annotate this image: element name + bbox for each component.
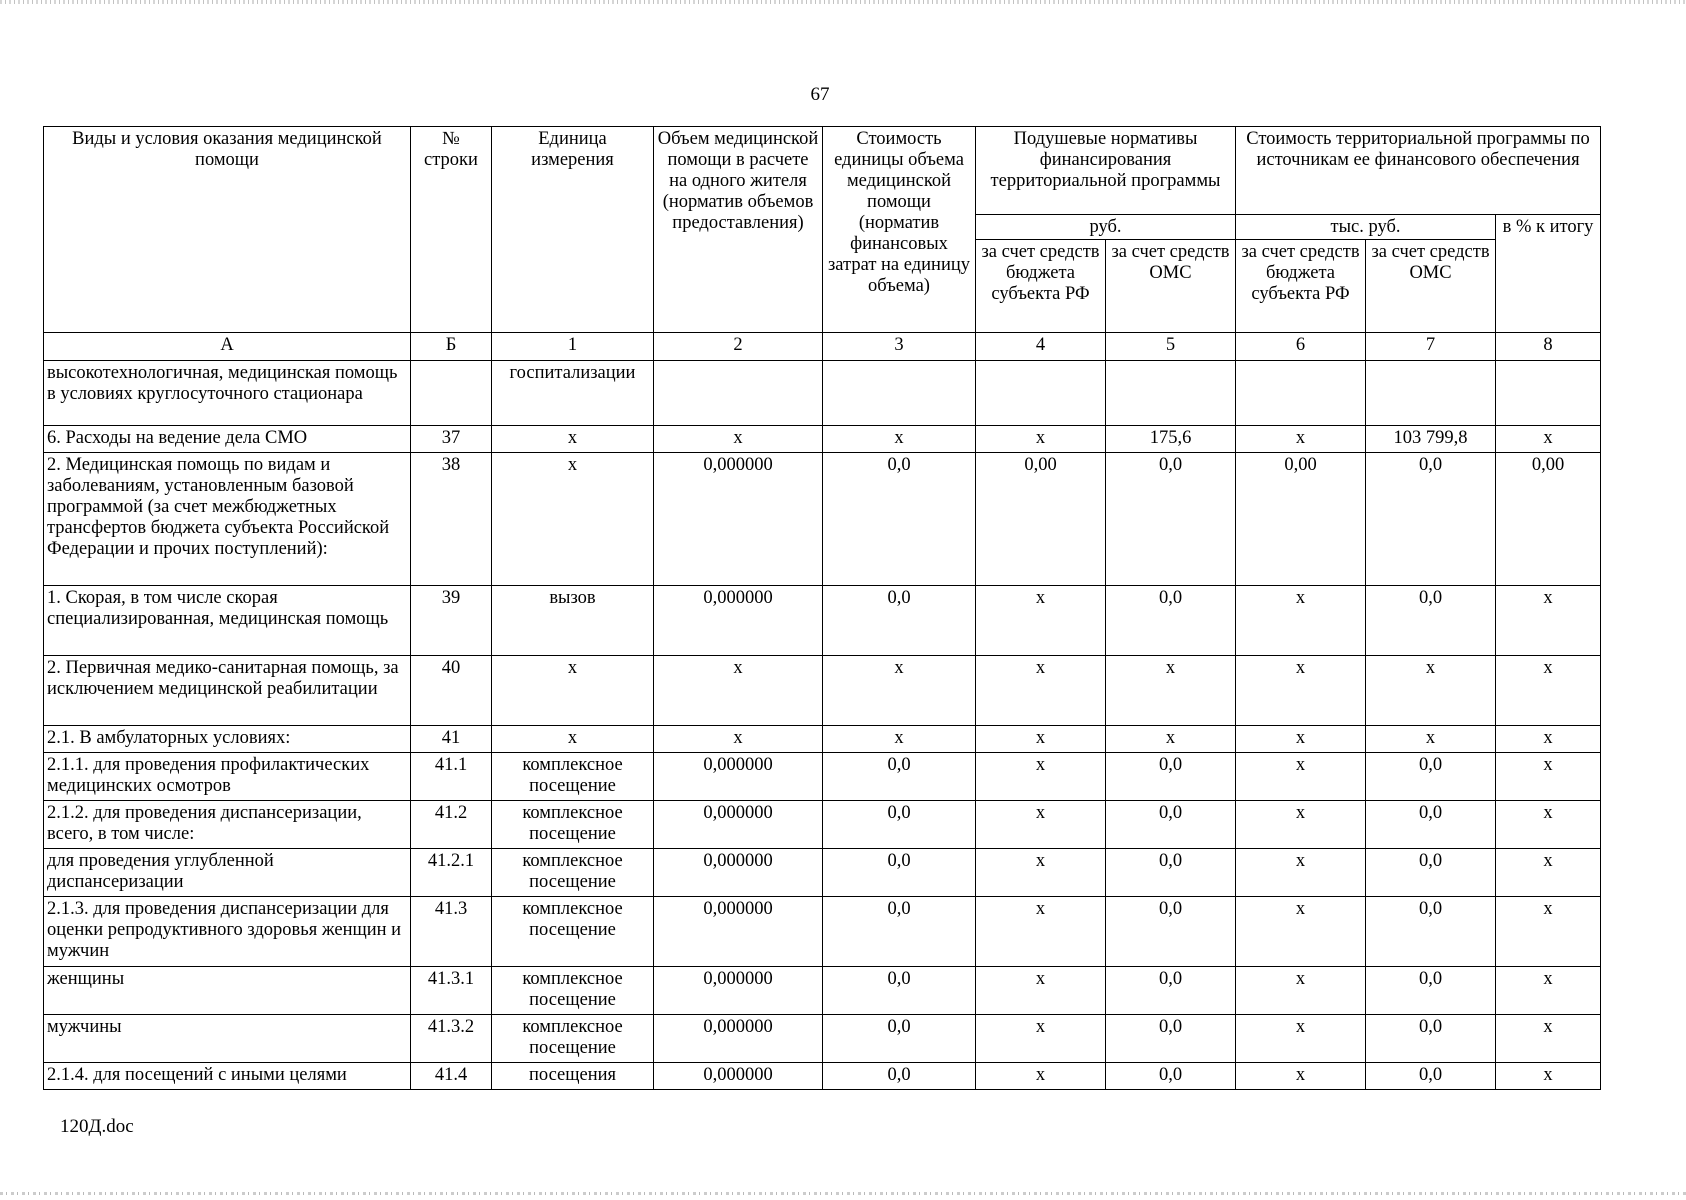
row-unit: х	[492, 726, 654, 753]
financing-table	[43, 126, 1601, 1090]
row-volume: 0,000000	[654, 967, 823, 1015]
row-pc-budget	[976, 361, 1106, 426]
table-row	[44, 1015, 1601, 1063]
row-pc-oms: 0,0	[1106, 586, 1236, 656]
column-index: 8	[1496, 333, 1601, 361]
row-tp-oms: 0,0	[1366, 453, 1496, 586]
row-pc-oms: 0,0	[1106, 801, 1236, 849]
table-row	[44, 967, 1601, 1015]
header-pc-oms: за счет средств ОМС	[1106, 240, 1236, 333]
column-index: 7	[1366, 333, 1496, 361]
table-row	[44, 361, 1601, 426]
row-pc-budget: х	[976, 1015, 1106, 1063]
header-pc-budget: за счет средств бюджета субъекта РФ	[976, 240, 1106, 333]
row-pc-oms: 0,0	[1106, 1015, 1236, 1063]
header-tp-oms: за счет средств ОМС	[1366, 240, 1496, 333]
row-name: 2. Первичная медико-санитарная помощь, за исключением медицинской реабилитации	[44, 656, 411, 726]
row-tp-oms: 0,0	[1366, 1063, 1496, 1090]
row-tp-budget: х	[1236, 753, 1366, 801]
row-unit-cost: х	[823, 726, 976, 753]
row-pct: х	[1496, 967, 1601, 1015]
column-index: 6	[1236, 333, 1366, 361]
row-pct: 0,00	[1496, 453, 1601, 586]
row-name: для проведения углубленной диспансеризации	[44, 849, 411, 897]
row-number	[411, 361, 492, 426]
row-pc-oms	[1106, 361, 1236, 426]
row-number: 37	[411, 426, 492, 453]
row-volume: х	[654, 726, 823, 753]
column-index: 1	[492, 333, 654, 361]
table-row	[44, 753, 1601, 801]
row-number: 41.1	[411, 753, 492, 801]
row-unit-cost: 0,0	[823, 801, 976, 849]
column-index-row	[44, 333, 1601, 361]
row-pct: х	[1496, 656, 1601, 726]
row-tp-budget: х	[1236, 1015, 1366, 1063]
header-volume: Объем медицинской помощи в расчете на одного жителя (норматив объемов предоставления)	[654, 127, 823, 333]
row-unit-cost: х	[823, 656, 976, 726]
row-tp-oms: х	[1366, 726, 1496, 753]
column-index: 4	[976, 333, 1106, 361]
row-pc-oms: 0,0	[1106, 967, 1236, 1015]
row-tp-oms: х	[1366, 656, 1496, 726]
row-volume: 0,000000	[654, 1063, 823, 1090]
row-unit: комплексное посещение	[492, 897, 654, 967]
row-number: 41.3	[411, 897, 492, 967]
row-number: 41.2	[411, 801, 492, 849]
row-unit: х	[492, 656, 654, 726]
row-pct: х	[1496, 897, 1601, 967]
row-unit-cost: 0,0	[823, 453, 976, 586]
header-row-number: № строки	[411, 127, 492, 333]
row-tp-budget: х	[1236, 967, 1366, 1015]
row-volume: 0,000000	[654, 586, 823, 656]
row-tp-oms: 0,0	[1366, 849, 1496, 897]
row-unit-cost: 0,0	[823, 1015, 976, 1063]
row-pc-budget: 0,00	[976, 453, 1106, 586]
row-pc-budget: х	[976, 426, 1106, 453]
row-name: 2.1.4. для посещений с иными целями	[44, 1063, 411, 1090]
row-name: мужчины	[44, 1015, 411, 1063]
table-header	[44, 127, 1601, 333]
row-pc-oms: 0,0	[1106, 753, 1236, 801]
row-tp-budget: х	[1236, 1063, 1366, 1090]
row-volume: 0,000000	[654, 753, 823, 801]
header-per-capita-group: Подушевые нормативы финансирования территориальной программы	[976, 127, 1236, 215]
row-pc-budget: х	[976, 656, 1106, 726]
row-pc-budget: х	[976, 753, 1106, 801]
row-tp-budget: х	[1236, 897, 1366, 967]
row-name: 2.1. В амбулаторных условиях:	[44, 726, 411, 753]
row-pc-budget: х	[976, 801, 1106, 849]
row-tp-oms: 0,0	[1366, 586, 1496, 656]
row-pc-oms: 175,6	[1106, 426, 1236, 453]
row-volume: 0,000000	[654, 801, 823, 849]
row-pct: х	[1496, 426, 1601, 453]
table-row	[44, 453, 1601, 586]
row-pc-oms: х	[1106, 726, 1236, 753]
row-volume: 0,000000	[654, 849, 823, 897]
row-name: 2.1.1. для проведения профилактических медицинских осмотров	[44, 753, 411, 801]
row-tp-budget	[1236, 361, 1366, 426]
row-pc-oms: 0,0	[1106, 453, 1236, 586]
row-unit: комплексное посещение	[492, 753, 654, 801]
row-unit: х	[492, 453, 654, 586]
table-row	[44, 1063, 1601, 1090]
row-volume: 0,000000	[654, 1015, 823, 1063]
row-volume: 0,000000	[654, 897, 823, 967]
column-index: 2	[654, 333, 823, 361]
header-tp-budget: за счет средств бюджета субъекта РФ	[1236, 240, 1366, 333]
row-pct: х	[1496, 726, 1601, 753]
column-index: 3	[823, 333, 976, 361]
row-unit: комплексное посещение	[492, 801, 654, 849]
row-name: 1. Скорая, в том числе скорая специализированная, медицинская помощь	[44, 586, 411, 656]
row-tp-oms: 0,0	[1366, 753, 1496, 801]
row-unit: госпитализации	[492, 361, 654, 426]
row-volume: х	[654, 426, 823, 453]
row-tp-oms: 103 799,8	[1366, 426, 1496, 453]
row-tp-budget: х	[1236, 801, 1366, 849]
row-unit: комплексное посещение	[492, 849, 654, 897]
table-row	[44, 726, 1601, 753]
row-pc-oms: 0,0	[1106, 849, 1236, 897]
row-volume: х	[654, 656, 823, 726]
table-row	[44, 656, 1601, 726]
row-pc-budget: х	[976, 967, 1106, 1015]
row-name: 2.1.2. для проведения диспансеризации, всего, в том числе:	[44, 801, 411, 849]
row-tp-budget: х	[1236, 656, 1366, 726]
table-row	[44, 801, 1601, 849]
row-number: 41.3.1	[411, 967, 492, 1015]
row-unit-cost: 0,0	[823, 586, 976, 656]
row-pc-oms: 0,0	[1106, 897, 1236, 967]
header-kinds-of-care: Виды и условия оказания медицинской помощи	[44, 127, 411, 333]
row-unit-cost: х	[823, 426, 976, 453]
header-pct-total: в % к итогу	[1496, 215, 1601, 333]
row-pct	[1496, 361, 1601, 426]
row-volume	[654, 361, 823, 426]
row-number: 38	[411, 453, 492, 586]
row-unit: комплексное посещение	[492, 967, 654, 1015]
row-tp-budget: х	[1236, 426, 1366, 453]
header-program-cost-group: Стоимость территориальной программы по источникам ее финансового обеспечения	[1236, 127, 1601, 215]
row-pc-budget: х	[976, 726, 1106, 753]
row-number: 39	[411, 586, 492, 656]
row-volume: 0,000000	[654, 453, 823, 586]
row-pct: х	[1496, 586, 1601, 656]
scan-edge-top	[0, 0, 1686, 4]
row-pc-budget: х	[976, 897, 1106, 967]
row-name: 2.1.3. для проведения диспансеризации для оценки репродуктивного здоровья женщин и мужчин	[44, 897, 411, 967]
row-tp-oms: 0,0	[1366, 897, 1496, 967]
table-row	[44, 849, 1601, 897]
page-number: 67	[810, 84, 830, 105]
row-pc-budget: х	[976, 1063, 1106, 1090]
row-tp-budget: х	[1236, 849, 1366, 897]
row-unit-cost	[823, 361, 976, 426]
row-tp-oms	[1366, 361, 1496, 426]
column-index: Б	[411, 333, 492, 361]
column-index: 5	[1106, 333, 1236, 361]
row-number: 41	[411, 726, 492, 753]
scan-edge-bottom	[0, 1192, 1686, 1195]
row-name: 6. Расходы на ведение дела СМО	[44, 426, 411, 453]
row-number: 41.4	[411, 1063, 492, 1090]
row-pct: х	[1496, 801, 1601, 849]
row-tp-oms: 0,0	[1366, 801, 1496, 849]
column-index: А	[44, 333, 411, 361]
row-unit-cost: 0,0	[823, 1063, 976, 1090]
row-number: 41.2.1	[411, 849, 492, 897]
row-name: высокотехнологичная, медицинская помощь в условиях круглосуточного стационара	[44, 361, 411, 426]
header-unit-cost: Стоимость единицы объема медицинской помощи (норматив финансовых затрат на единицу объема)	[823, 127, 976, 333]
row-pct: х	[1496, 753, 1601, 801]
row-unit-cost: 0,0	[823, 897, 976, 967]
header-rub: руб.	[976, 215, 1236, 240]
row-name: 2. Медицинская помощь по видам и заболеваниям, установленным базовой программой (за счет межбюджетных трансфертов бюджета субъекта Российской Федерации и прочих поступлений):	[44, 453, 411, 586]
row-tp-oms: 0,0	[1366, 967, 1496, 1015]
row-unit: посещения	[492, 1063, 654, 1090]
row-number: 41.3.2	[411, 1015, 492, 1063]
footer-filename: 120Д.doc	[60, 1116, 134, 1137]
row-unit: комплексное посещение	[492, 1015, 654, 1063]
row-pc-budget: х	[976, 849, 1106, 897]
row-tp-budget: х	[1236, 586, 1366, 656]
row-tp-oms: 0,0	[1366, 1015, 1496, 1063]
row-pct: х	[1496, 1063, 1601, 1090]
row-pc-budget: х	[976, 586, 1106, 656]
table-row	[44, 586, 1601, 656]
row-unit: х	[492, 426, 654, 453]
table-row	[44, 426, 1601, 453]
row-pct: х	[1496, 849, 1601, 897]
header-thous-rub: тыс. руб.	[1236, 215, 1496, 240]
row-name: женщины	[44, 967, 411, 1015]
row-pc-oms: х	[1106, 656, 1236, 726]
row-unit: вызов	[492, 586, 654, 656]
row-pc-oms: 0,0	[1106, 1063, 1236, 1090]
row-unit-cost: 0,0	[823, 753, 976, 801]
row-pct: х	[1496, 1015, 1601, 1063]
row-number: 40	[411, 656, 492, 726]
table-row	[44, 897, 1601, 967]
header-unit: Единица измерения	[492, 127, 654, 333]
row-unit-cost: 0,0	[823, 967, 976, 1015]
row-tp-budget: 0,00	[1236, 453, 1366, 586]
row-tp-budget: х	[1236, 726, 1366, 753]
row-unit-cost: 0,0	[823, 849, 976, 897]
